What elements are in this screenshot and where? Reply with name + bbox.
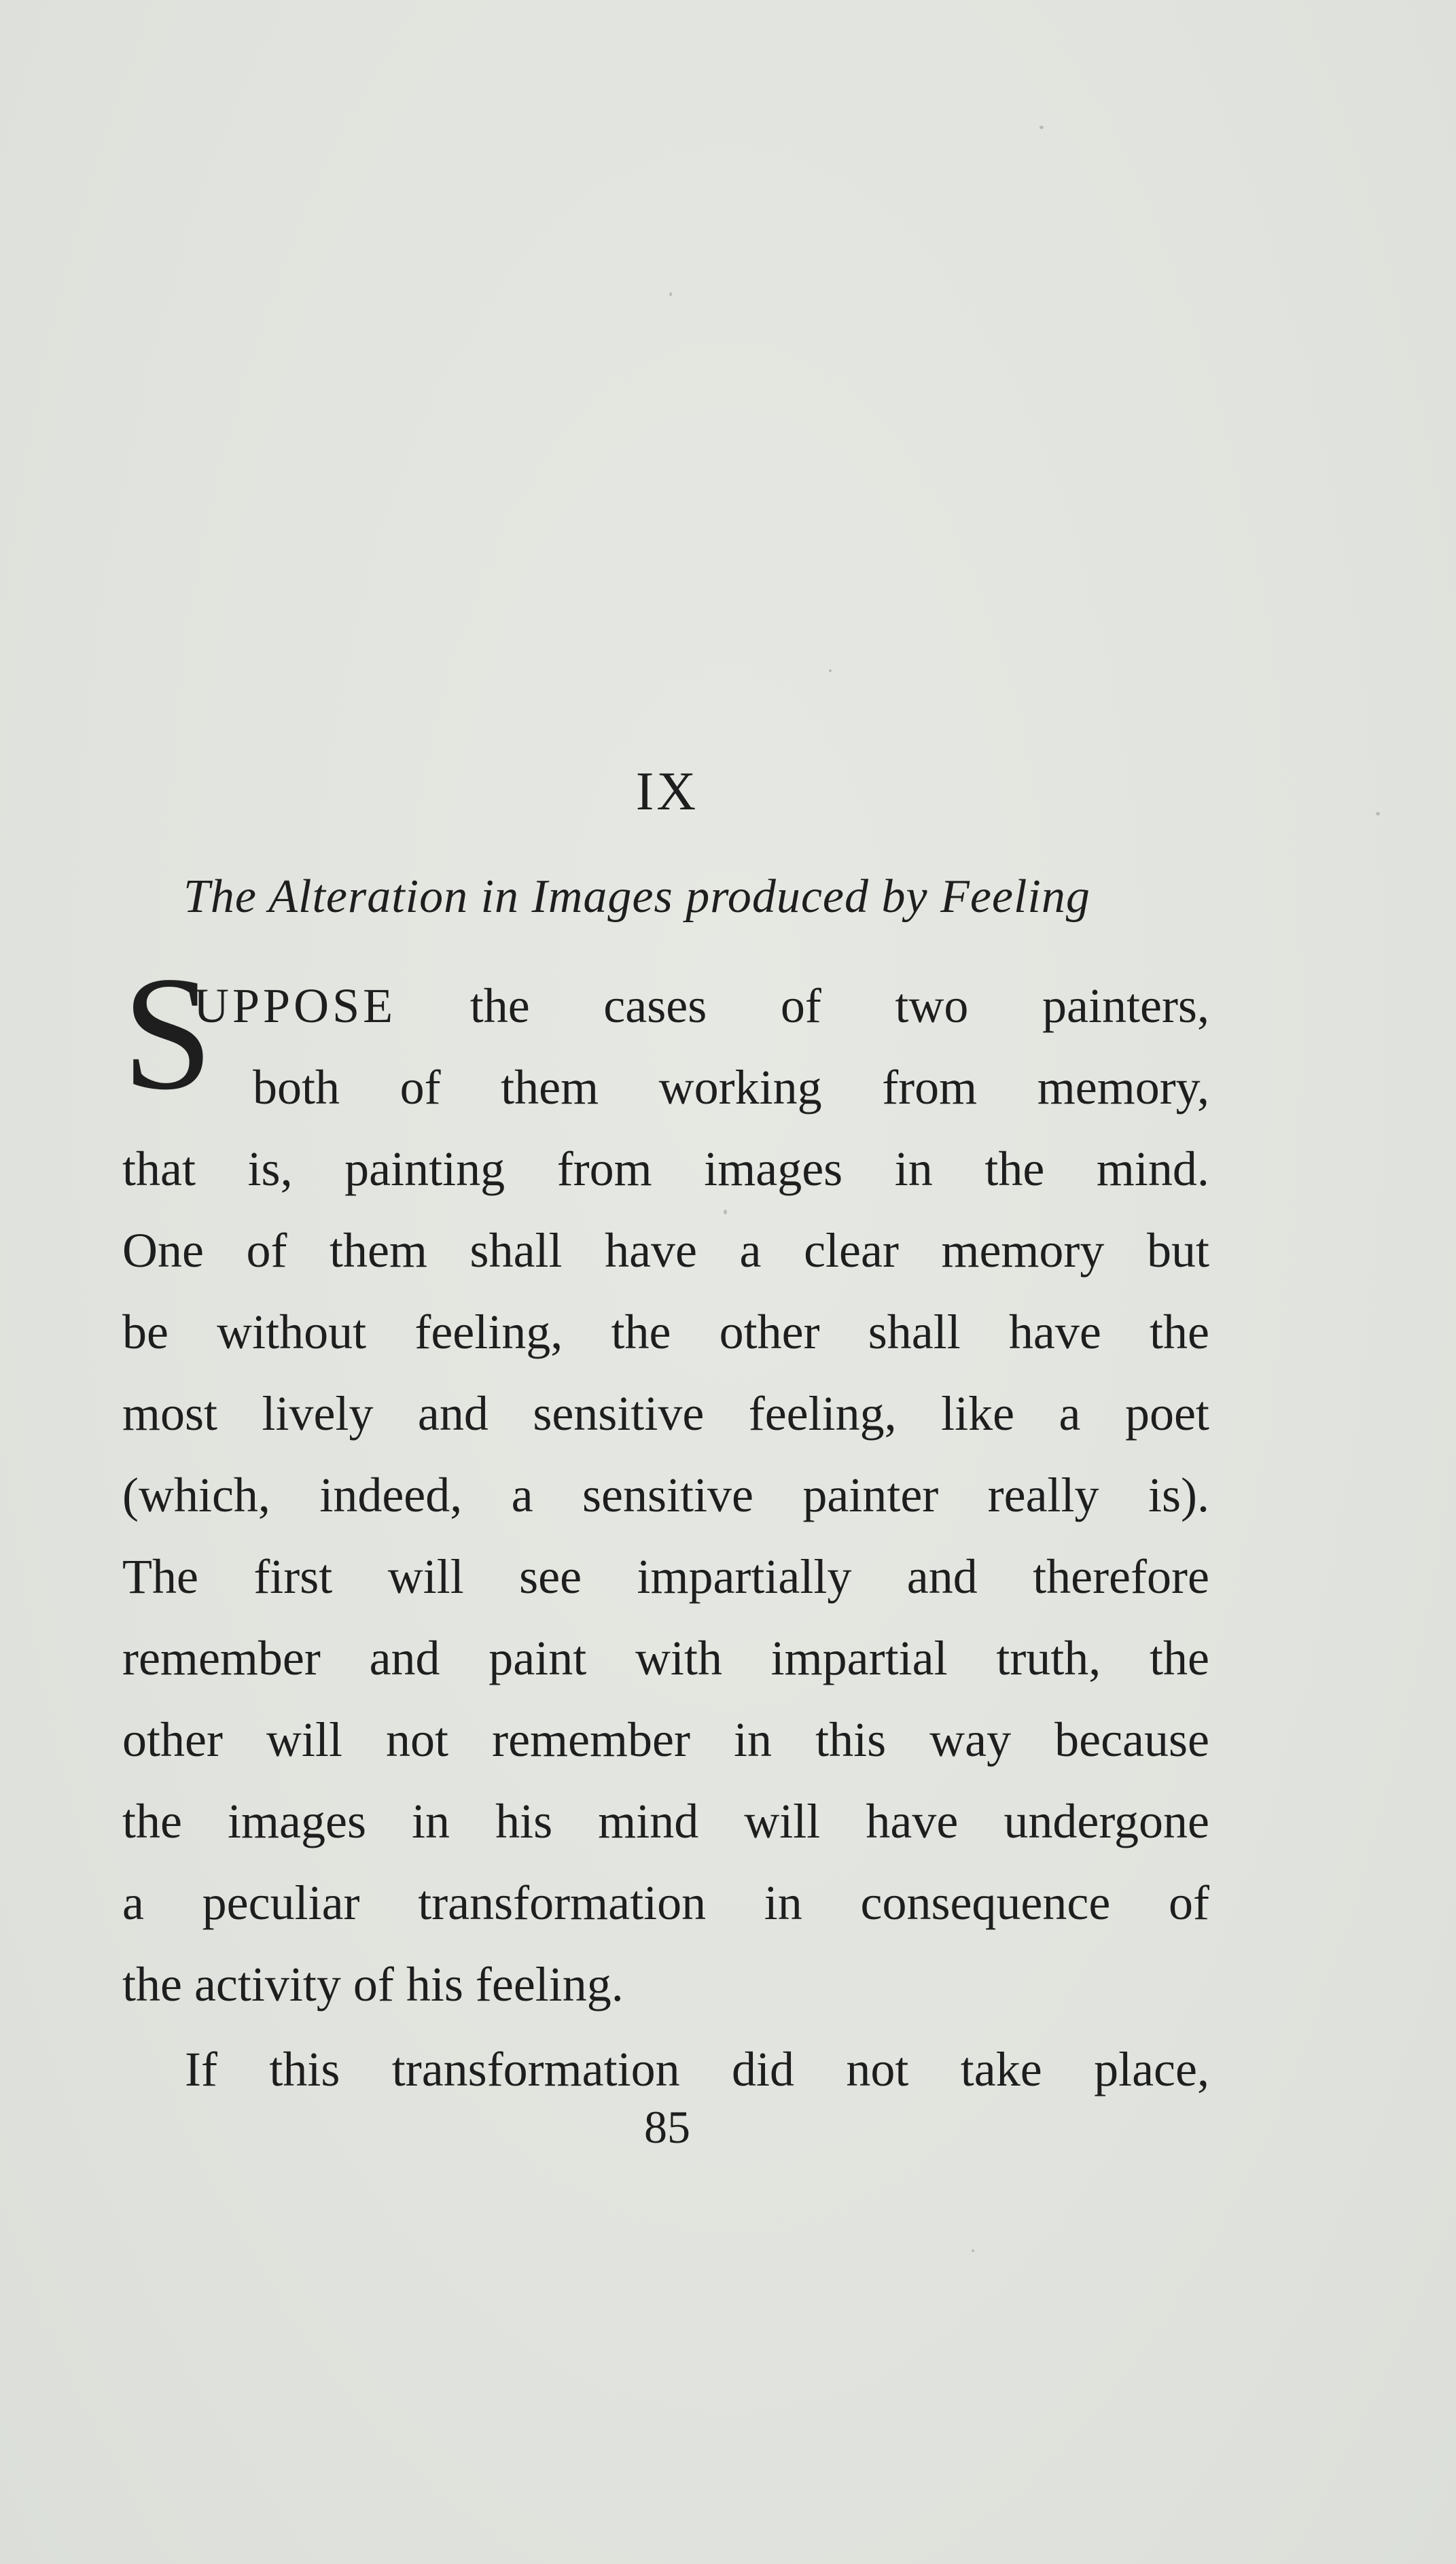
text-line: The first will see impartially and therefore xyxy=(122,1549,1209,1604)
text-line: most lively and sensitive feeling, like a poet xyxy=(122,1386,1209,1441)
text-line: UPPOSE the cases of two painters, xyxy=(194,979,1209,1033)
text-line: One of them shall have a clear memory but xyxy=(122,1223,1209,1278)
text-line: the images in his mind will have undergone xyxy=(122,1794,1209,1848)
chapter-title: The Alteration in Images produced by Feeling xyxy=(183,871,1090,923)
paper-speck xyxy=(972,2249,974,2252)
text-line: both of them working from memory, xyxy=(253,1060,1209,1114)
text-line: other will not remember in this way because xyxy=(122,1713,1209,1767)
paper-speck xyxy=(829,669,832,672)
page-number: 85 xyxy=(644,2101,690,2153)
text-line: that is, painting from images in the mind. xyxy=(122,1142,1209,1196)
text-line: If this transformation did not take place, xyxy=(185,2042,1209,2096)
paper-speck xyxy=(1376,812,1380,815)
paper-speck xyxy=(1040,126,1044,129)
drop-cap: S xyxy=(122,943,213,1123)
paper-speck xyxy=(669,292,672,296)
chapter-number: IX xyxy=(635,762,699,822)
text-line: (which, indeed, a sensitive painter really is). xyxy=(122,1468,1209,1522)
text-line: be without feeling, the other shall have the xyxy=(122,1305,1209,1359)
text-line: a peculiar transformation in consequence of xyxy=(122,1876,1209,1930)
text-line: the activity of his feeling. xyxy=(122,1957,624,2012)
text-line: remember and paint with impartial truth, the xyxy=(122,1631,1209,1685)
